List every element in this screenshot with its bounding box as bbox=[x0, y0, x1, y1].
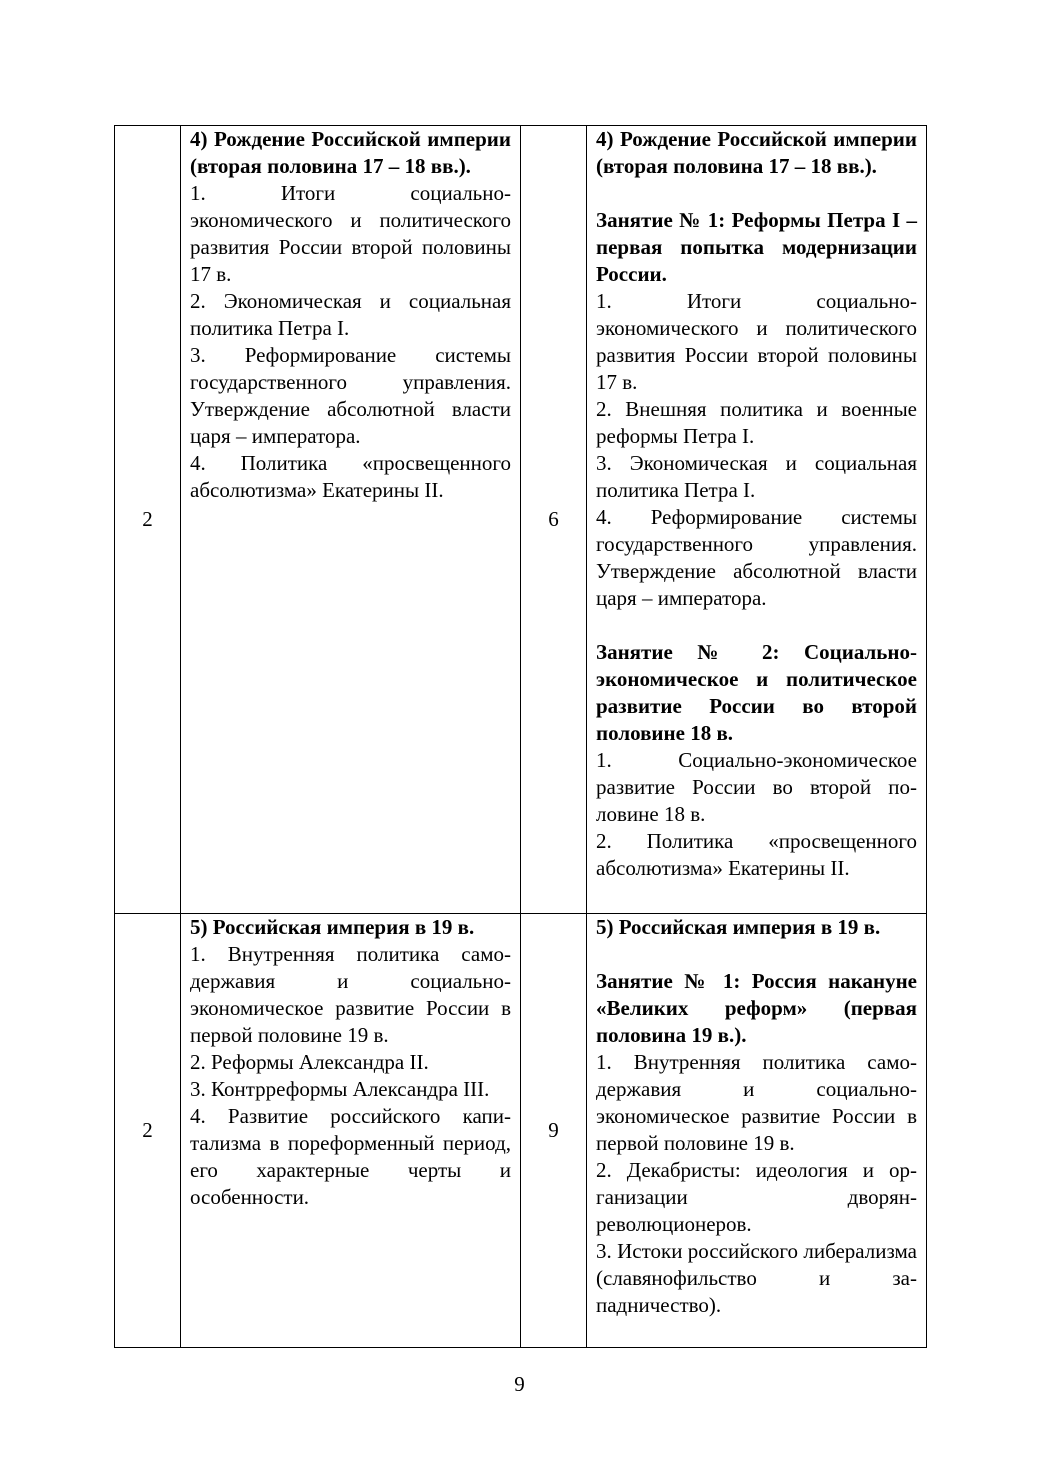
list-item: 3. Экономическая и социальная политика Петра I. bbox=[596, 451, 917, 502]
lesson-title: Занятие № 1: Реформы Петра I – первая попытка модернизации России. bbox=[596, 208, 917, 286]
list-item: 2. Декабристы: идеология и организации дворян-революционеров. bbox=[596, 1158, 917, 1236]
list-item: 2. Экономическая и социальная политика Петра I. bbox=[190, 289, 511, 340]
list-item: 2. Политика «просвещенного абсолютизма» Екатерины II. bbox=[596, 829, 917, 880]
lesson-title: Занятие № 1: Россия накануне «Великих реформ» (первая половина 19 в.). bbox=[596, 969, 917, 1047]
list-item: 3. Контрреформы Александра III. bbox=[190, 1077, 490, 1101]
seminar-topic-cell bbox=[587, 126, 927, 914]
list-item: 1. Социально-экономическое развитие России во второй половине 18 в. bbox=[596, 748, 917, 826]
lecture-hours: 2 bbox=[142, 1118, 153, 1142]
lecture-topic-cell bbox=[181, 914, 521, 1348]
page-number: 9 bbox=[514, 1372, 525, 1396]
list-item: 2. Реформы Александра II. bbox=[190, 1050, 429, 1074]
topic-title: 5) Российская империя в 19 в. bbox=[596, 915, 881, 939]
table-row bbox=[115, 126, 927, 914]
spacer bbox=[596, 941, 917, 968]
topic-title: 4) Рождение Российской империи (вторая половина 17 – 18 вв.). bbox=[190, 127, 511, 178]
list-item: 3. Реформирование системы государственного управления. Утверждение абсолютной власти царя – императора. bbox=[190, 343, 511, 448]
lecture-topic-cell bbox=[181, 126, 521, 914]
seminar-hours-cell bbox=[521, 914, 587, 1348]
list-item: 4. Реформирование системы государственного управления. Утверждение абсолютной власти царя – императора. bbox=[596, 505, 917, 610]
lecture-hours-cell bbox=[115, 914, 181, 1348]
table-row bbox=[115, 914, 927, 1348]
seminar-topic-cell bbox=[587, 914, 927, 1348]
list-item: 1. Итоги социально-экономического и политического развития России второй половины 17 в. bbox=[190, 181, 511, 286]
lesson-title: Занятие № 2: Социально-экономическое и политическое развитие России во второй половине 18 в. bbox=[596, 640, 917, 745]
list-item: 1. Внутренняя политика самодержавия и социально-экономическое развитие России в первой половине 19 в. bbox=[596, 1050, 917, 1155]
list-item: 4. Политика «просвещенного абсолютизма» Екатерины II. bbox=[190, 451, 511, 502]
topic-title: 5) Российская империя в 19 в. bbox=[190, 915, 475, 939]
list-item: 4. Развитие российского капитализма в пореформенный период, его характерные черты и особенности. bbox=[190, 1104, 511, 1209]
list-item: 1. Итоги социально-экономического и политического развития России второй половины 17 в. bbox=[596, 289, 917, 394]
spacer bbox=[596, 180, 917, 207]
curriculum-table bbox=[114, 125, 927, 1348]
seminar-hours: 6 bbox=[548, 507, 559, 531]
seminar-hours: 9 bbox=[548, 1118, 559, 1142]
list-item: 3. Истоки российского либерализма (славянофильство и западничество). bbox=[596, 1239, 917, 1317]
lecture-hours: 2 bbox=[142, 507, 153, 531]
spacer bbox=[596, 612, 917, 639]
seminar-hours-cell bbox=[521, 126, 587, 914]
list-item: 1. Внутренняя политика самодержавия и социально-экономическое развитие России в первой половине 19 в. bbox=[190, 942, 511, 1047]
topic-title: 4) Рождение Российской империи (вторая половина 17 – 18 вв.). bbox=[596, 127, 917, 178]
list-item: 2. Внешняя политика и военные реформы Петра I. bbox=[596, 397, 917, 448]
lecture-hours-cell bbox=[115, 126, 181, 914]
